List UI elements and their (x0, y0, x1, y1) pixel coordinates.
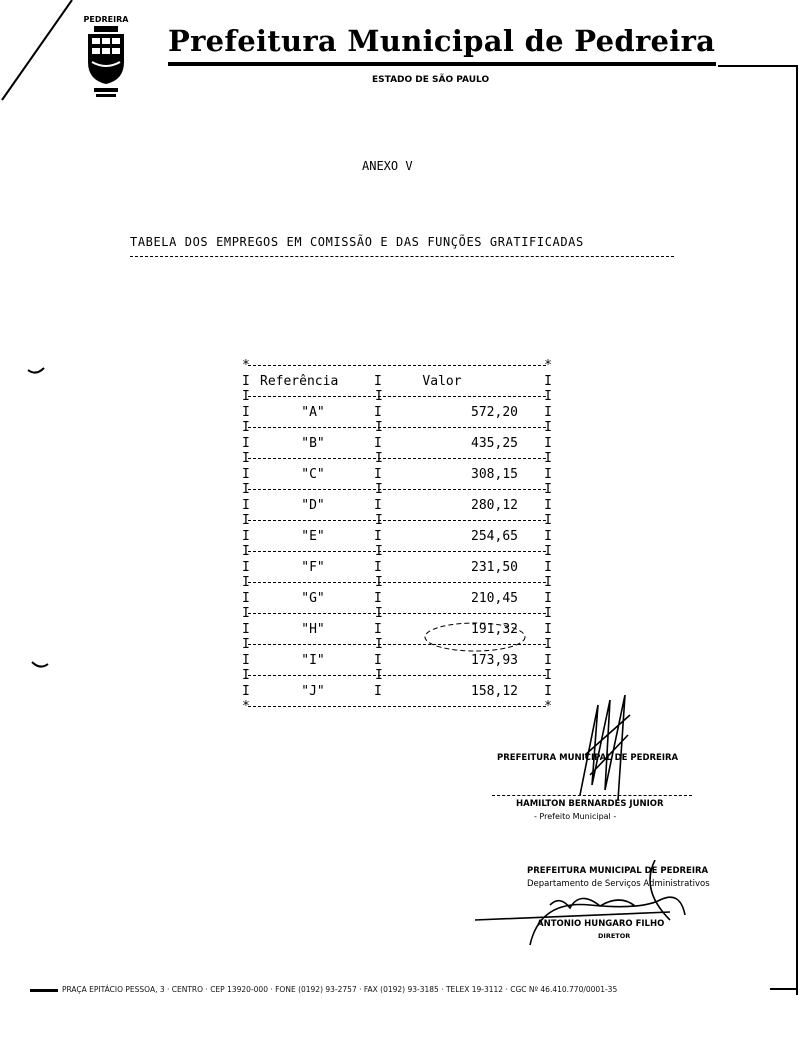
cell-valor: 254,65 (471, 528, 518, 544)
cell-referencia: "H" (301, 621, 325, 637)
table-border-char: I (375, 513, 383, 528)
dashed-rule (248, 551, 546, 552)
footer-rule-right (770, 988, 798, 990)
header-rule (168, 62, 716, 66)
footer-rule-left (30, 989, 58, 992)
footer-address: PRAÇA EPITÁCIO PESSOA, 3 · CENTRO · CEP 13920-000 · FONE (0192) 93-2757 · FAX (0192) 93-3185 · TELEX 19-3112 · CGC Nº 46.410.770/0001-35 (62, 985, 618, 994)
dashed-rule (248, 675, 546, 676)
table-border-char: I (544, 389, 552, 404)
table-border-char: I (242, 637, 250, 652)
cell-referencia: "I" (301, 652, 325, 668)
table-header-row (242, 374, 552, 390)
cell-referencia: Referência (260, 373, 339, 389)
dashed-rule (248, 458, 546, 459)
table-border-char: * (242, 358, 250, 373)
table-border-char: I (374, 466, 382, 482)
cell-referencia: "D" (301, 497, 325, 513)
table-separator (242, 420, 552, 436)
table-separator (242, 544, 552, 560)
table-border-char: I (544, 621, 552, 637)
table-separator (242, 513, 552, 529)
signatory-name: HAMILTON BERNARDES JUNIOR (516, 799, 664, 809)
cell-valor: 435,25 (471, 435, 518, 451)
handwritten-signature (570, 695, 640, 805)
handwritten-signature (470, 860, 710, 950)
cell-valor: 173,93 (471, 652, 518, 668)
table-border-char: * (544, 358, 552, 373)
table-separator (242, 668, 552, 684)
table-border-char: I (242, 559, 250, 575)
table-border-char: I (242, 497, 250, 513)
table-border-char: I (544, 559, 552, 575)
table-border-char: I (544, 420, 552, 435)
cell-valor: 308,15 (471, 466, 518, 482)
table-border-char: I (544, 590, 552, 606)
table-border-char: I (374, 497, 382, 513)
dashed-rule (248, 396, 546, 397)
table-border-char: I (375, 575, 383, 590)
table-border-char: I (375, 389, 383, 404)
table-border-char: I (374, 528, 382, 544)
cell-referencia: "A" (301, 404, 325, 420)
signature-department: Departamento de Serviços Administrativos (527, 879, 710, 889)
table-border-char: I (242, 575, 250, 590)
table-border-char: I (544, 606, 552, 621)
dashed-rule (248, 520, 546, 521)
table-row (242, 529, 552, 545)
table-border-char: I (375, 544, 383, 559)
table-border-char: I (544, 575, 552, 590)
cell-valor: 210,45 (471, 590, 518, 606)
table-border-char: I (374, 404, 382, 420)
dashed-rule (248, 582, 546, 583)
hand-drawn-circle-mark (420, 620, 530, 656)
page-title: Prefeitura Municipal de Pedreira (168, 24, 716, 58)
table-row (242, 591, 552, 607)
table-border-char: I (544, 466, 552, 482)
cell-valor: Valor (422, 373, 462, 389)
table-border-char: I (242, 482, 250, 497)
table-border-char: I (375, 420, 383, 435)
table-border-char: I (242, 451, 250, 466)
table-border-char: I (375, 606, 383, 621)
svg-text:PEDREIRA: PEDREIRA (83, 15, 129, 24)
table-row (242, 684, 552, 700)
table-border-char: I (242, 420, 250, 435)
cell-valor: 280,12 (471, 497, 518, 513)
table-border-char: I (375, 482, 383, 497)
cell-referencia: "C" (301, 466, 325, 482)
cell-referencia: "F" (301, 559, 325, 575)
cell-valor: 572,20 (471, 404, 518, 420)
table-row (242, 467, 552, 483)
table-row (242, 405, 552, 421)
table-border-char: I (544, 652, 552, 668)
table-border-char: I (242, 435, 250, 451)
signatory-role: DIRETOR (598, 932, 631, 940)
table-border-char: I (544, 528, 552, 544)
table-border-char: I (242, 606, 250, 621)
cell-valor: 191,32 (471, 621, 518, 637)
table-border-char: I (374, 621, 382, 637)
dashed-rule (248, 365, 546, 366)
table-title: TABELA DOS EMPREGOS EM COMISSÃO E DAS FUNÇÕES GRATIFICADAS (130, 235, 584, 249)
table-border-char: I (242, 513, 250, 528)
table-border-char: I (544, 544, 552, 559)
table-separator (242, 451, 552, 467)
table-border-char: I (242, 652, 250, 668)
table-border-char: I (374, 652, 382, 668)
table-border-char: I (375, 637, 383, 652)
table-border-char: I (544, 637, 552, 652)
table-border-char: I (374, 373, 382, 389)
table-border-char: I (544, 404, 552, 420)
table-separator (242, 389, 552, 405)
salary-table (242, 358, 552, 715)
table-border-char: I (544, 373, 552, 389)
table-border-char: I (544, 451, 552, 466)
table-border-char: I (544, 497, 552, 513)
table-border-char: I (242, 466, 250, 482)
table-border-char: I (242, 404, 250, 420)
table-border-char: I (242, 544, 250, 559)
page-border-right (796, 65, 798, 995)
table-border-char: I (375, 451, 383, 466)
table-border-char: I (374, 683, 382, 699)
table-border-char: * (544, 699, 552, 714)
table-row (242, 560, 552, 576)
table-border-char: I (374, 590, 382, 606)
table-border-char: I (242, 528, 250, 544)
table-border-char: I (242, 621, 250, 637)
scan-speck (30, 658, 52, 672)
table-title-underline (130, 256, 674, 257)
dashed-rule (248, 427, 546, 428)
table-border-char: I (544, 435, 552, 451)
signature-line (492, 795, 692, 796)
table-separator (242, 482, 552, 498)
table-separator (242, 358, 552, 374)
table-row (242, 498, 552, 514)
table-border-char: I (242, 668, 250, 683)
cell-referencia: "J" (301, 683, 325, 699)
signatory-role: - Prefeito Municipal - (534, 812, 617, 821)
dashed-rule (248, 489, 546, 490)
municipal-crest-logo (76, 12, 136, 102)
header-rule-right (718, 65, 798, 67)
dashed-rule (248, 706, 546, 707)
table-border-char: I (375, 668, 383, 683)
table-border-char: I (242, 373, 250, 389)
scan-speck (26, 364, 48, 378)
signatory-name: ANTONIO HUNGARO FILHO (537, 919, 665, 929)
cell-referencia: "E" (301, 528, 325, 544)
table-border-char: I (544, 683, 552, 699)
cell-valor: 231,50 (471, 559, 518, 575)
table-border-char: I (242, 683, 250, 699)
cell-referencia: "G" (301, 590, 325, 606)
table-border-char: I (374, 435, 382, 451)
table-border-char: I (544, 482, 552, 497)
table-border-char: * (242, 699, 250, 714)
table-separator (242, 699, 552, 715)
header-subtitle: ESTADO DE SÃO PAULO (372, 75, 490, 85)
table-border-char: I (544, 513, 552, 528)
signature-org: PREFEITURA MUNICIPAL DE PEDREIRA (497, 753, 679, 763)
annex-heading: ANEXO V (362, 159, 413, 173)
dashed-rule (248, 613, 546, 614)
table-separator (242, 575, 552, 591)
table-border-char: I (242, 389, 250, 404)
cell-valor: 158,12 (471, 683, 518, 699)
table-border-char: I (544, 668, 552, 683)
table-row (242, 436, 552, 452)
table-border-char: I (374, 559, 382, 575)
table-border-char: I (242, 590, 250, 606)
signature-org: PREFEITURA MUNICIPAL DE PEDREIRA (527, 866, 709, 876)
cell-referencia: "B" (301, 435, 325, 451)
